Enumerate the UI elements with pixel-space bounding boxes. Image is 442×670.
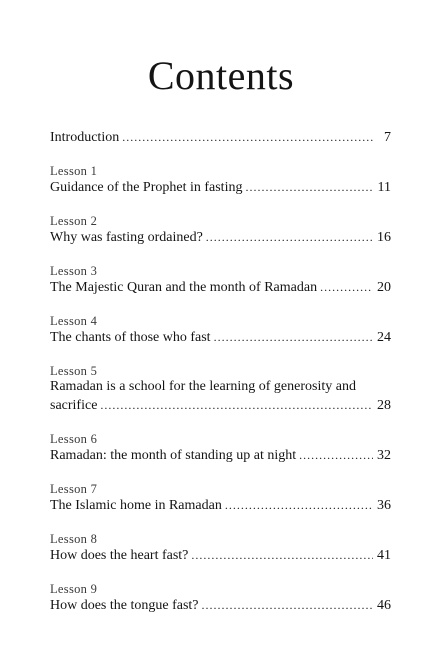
lesson-label: Lesson 3 xyxy=(50,264,98,278)
toc-entry-lesson-1[interactable] xyxy=(50,164,391,197)
entry-title: Guidance of the Prophet in fasting xyxy=(50,180,243,195)
entry-title: Introduction xyxy=(50,130,120,145)
lesson-label: Lesson 1 xyxy=(50,164,98,178)
lesson-label: Lesson 7 xyxy=(50,482,98,496)
entry-title: The Majestic Quran and the month of Ramadan xyxy=(50,280,318,295)
entry-page: 36 xyxy=(377,498,391,513)
entry-page: 24 xyxy=(377,330,391,345)
toc-entry-lesson-3[interactable] xyxy=(50,264,391,297)
leader-dots xyxy=(214,328,373,346)
entry-title: Why was fasting ordained? xyxy=(50,230,203,245)
entry-title: The Islamic home in Ramadan xyxy=(50,498,222,513)
entry-title: Ramadan: the month of standing up at night xyxy=(50,448,297,463)
leader-dots xyxy=(225,496,373,514)
leader-dots xyxy=(122,128,373,146)
lesson-label: Lesson 4 xyxy=(50,314,98,328)
entry-title: How does the tongue fast? xyxy=(50,598,199,613)
entry-title-line-1: Ramadan is a school for the learning of generosity and xyxy=(50,379,356,394)
entry-page: 46 xyxy=(377,598,391,613)
lesson-label: Lesson 6 xyxy=(50,432,98,446)
leader-dots xyxy=(206,228,373,246)
toc-entry-lesson-5[interactable] xyxy=(50,364,391,415)
page-title: Contents xyxy=(147,53,295,98)
toc-entry-lesson-2[interactable] xyxy=(50,214,391,247)
toc-entry-lesson-9[interactable] xyxy=(50,582,391,615)
lesson-label: Lesson 9 xyxy=(50,582,98,596)
leader-dots xyxy=(245,178,373,196)
entry-page: 41 xyxy=(377,548,391,563)
entry-title-line-2: sacrifice xyxy=(50,398,98,413)
entry-title: The chants of those who fast xyxy=(50,330,211,345)
entry-page: 16 xyxy=(377,230,391,245)
leader-dots xyxy=(191,546,373,564)
entry-title: How does the heart fast? xyxy=(50,548,189,563)
toc-entry-lesson-4[interactable] xyxy=(50,314,391,347)
toc-entry-lesson-8[interactable] xyxy=(50,532,391,565)
toc-entry-lesson-6[interactable] xyxy=(50,432,391,465)
entry-page: 28 xyxy=(377,398,391,413)
toc-entry-introduction[interactable] xyxy=(50,128,391,147)
leader-dots xyxy=(100,396,373,414)
leader-dots xyxy=(202,596,373,614)
lesson-label: Lesson 8 xyxy=(50,532,98,546)
toc-entry-lesson-7[interactable] xyxy=(50,482,391,515)
lesson-label: Lesson 5 xyxy=(50,364,98,378)
leader-dots xyxy=(299,446,373,464)
entry-page: 7 xyxy=(384,130,391,145)
leader-dots xyxy=(320,278,373,296)
entry-page: 20 xyxy=(377,280,391,295)
entry-page: 32 xyxy=(377,448,391,463)
entry-page: 11 xyxy=(377,180,391,195)
lesson-label: Lesson 2 xyxy=(50,214,98,228)
